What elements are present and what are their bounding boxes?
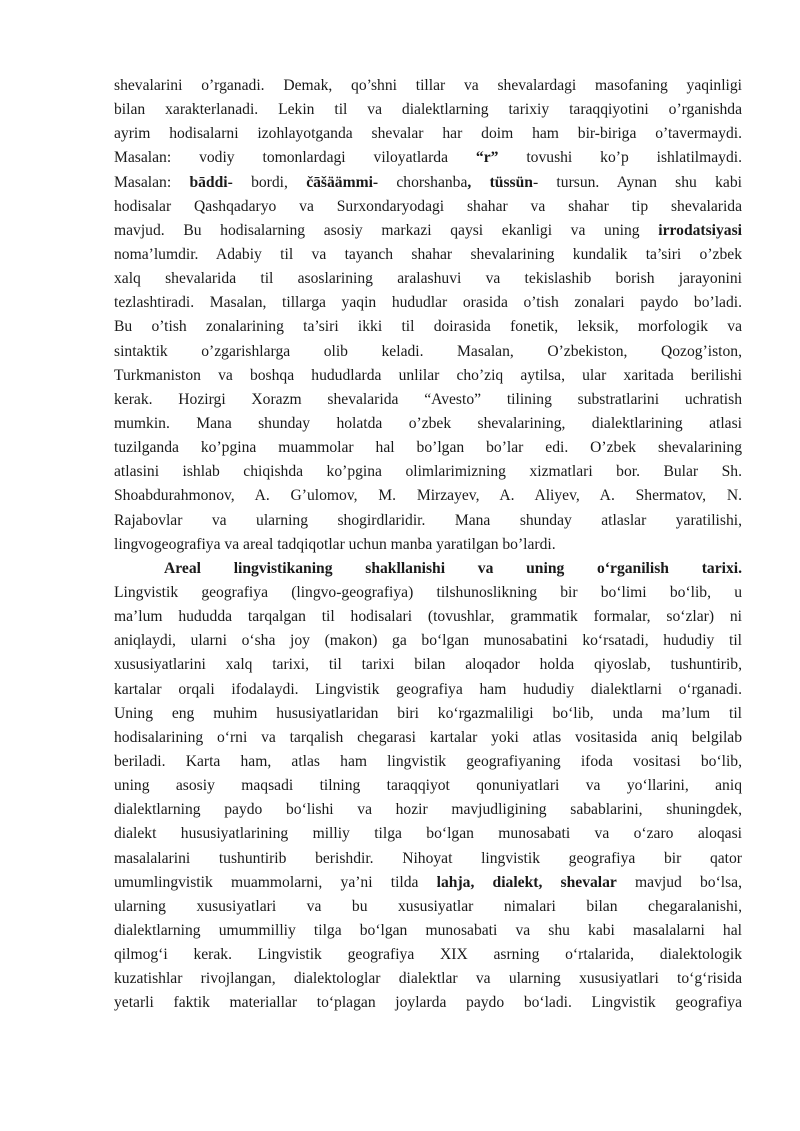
text-line bbox=[114, 605, 742, 629]
text-segment: noma’lumdir. Adabiy til va tayanch shahar shevalarining kundalik ta’siri o’zbek bbox=[114, 245, 742, 263]
text-line bbox=[114, 219, 742, 243]
text-line bbox=[114, 798, 742, 822]
text-segment: mumkin. Mana shunday holatda o’zbek shevalarining, dialektlarining atlasi bbox=[114, 414, 742, 432]
text-line bbox=[114, 364, 742, 388]
text-line bbox=[114, 243, 742, 267]
text-segment: mavjud. Bu hodisalarning asosiy markazi qaysi ekanligi va uning bbox=[114, 221, 659, 239]
text-line bbox=[114, 509, 742, 533]
bold-text: “r” bbox=[475, 149, 499, 167]
text-segment: ularning xususiyatlari va bu xususiyatlar nimalari bilan chegaralanishi, bbox=[114, 897, 742, 915]
text-line bbox=[114, 822, 742, 846]
text-line bbox=[114, 871, 742, 895]
text-segment: Rajabovlar va ularning shogirdlaridir. Mana shunday atlaslar yaratilishi, bbox=[114, 511, 742, 529]
text-segment: aniqlaydi, ularni o‘sha joy (makon) ga bo‘lgan munosabatini ko‘rsatadi, hududiy til bbox=[114, 632, 742, 650]
text-segment: bilan xarakterlanadi. Lekin til va dialektlarning tarixiy taraqqiyotini o’rganishda bbox=[114, 101, 742, 119]
text-segment: tezlashtiradi. Masalan, tillarga yaqin hududlar orasida o’tish zonalari paydo bo’ladi. bbox=[114, 294, 742, 312]
text-line bbox=[114, 340, 742, 364]
text-segment: ma’lum hududda tarqalgan til hodisalari (tovushlar, grammatik formalar, so‘zlar) ni bbox=[114, 608, 742, 626]
text-line bbox=[114, 847, 742, 871]
text-segment: Turkmaniston va boshqa hududlarda unlilar cho’ziq aytilsa, ular xaritada berilishi bbox=[114, 366, 742, 384]
text-segment: hodisalarining o‘rni va tarqalish chegarasi kartalar yoki atlas vositasida aniq belgilab bbox=[114, 728, 742, 746]
text-segment: sintaktik o’zgarishlarga olib keladi. Masalan, O’zbekiston, Qozog’iston, bbox=[114, 342, 742, 360]
bold-text: irrodatsiyasi bbox=[658, 221, 742, 239]
text-segment: - tursun. Aynan shu kabi bbox=[532, 173, 742, 191]
bold-text: lahja, dialekt, shevalar bbox=[436, 873, 617, 891]
bold-text: Areal lingvistikaning shakllanishi va uning o‘rganilish tarixi. bbox=[164, 559, 742, 577]
text-segment: chorshanba bbox=[378, 173, 468, 191]
text-segment: dialektlarning umummilliy tilga bo‘lgan munosabati va shu kabi masalalarni hal bbox=[114, 921, 742, 939]
text-segment: qilmog‘i kerak. Lingvistik geografiya XIX asrning o‘rtalarida, dialektologik bbox=[114, 946, 742, 964]
text-segment: mavjud bo‘lsa, bbox=[616, 873, 742, 891]
text-segment: ayrim hodisalarni izohlayotganda shevalar har doim ham bir-biriga o’tavermaydi. bbox=[114, 125, 742, 143]
text-line bbox=[114, 581, 742, 605]
text-line bbox=[114, 726, 742, 750]
text-line bbox=[114, 436, 742, 460]
text-segment: masalalarini tushuntirib berishdir. Nihoyat lingvistik geografiya bir qator bbox=[114, 849, 742, 867]
text-segment: umumlingvistik muammolarni, ya’ni tilda bbox=[114, 873, 437, 891]
text-segment: tovushi ko’p ishlatilmaydi. bbox=[498, 149, 742, 167]
text-segment: atlasini ishlab chiqishda ko’pgina olimlarimizning xizmatlari bor. Bular Sh. bbox=[114, 463, 742, 481]
text-segment: shevalarini o’rganadi. Demak, qo’shni tillar va shevalardagi masofaning yaqinligi bbox=[114, 77, 742, 94]
text-line bbox=[114, 678, 742, 702]
text-line bbox=[114, 967, 742, 991]
text-line bbox=[114, 895, 742, 919]
text-line bbox=[114, 74, 742, 98]
section-heading bbox=[114, 557, 742, 581]
text-segment: yetarli faktik materiallar to‘plagan joylarda paydo bo‘ladi. Lingvistik geografiya bbox=[114, 994, 742, 1012]
text-line bbox=[114, 412, 742, 436]
text-segment: Shoabdurahmonov, A. G’ulomov, M. Mirzayev, A. Aliyev, A. Shermatov, N. bbox=[114, 487, 742, 505]
text-segment: beriladi. Karta ham, atlas ham lingvistik geografiyaning ifoda vositasi bo‘lib, bbox=[114, 752, 742, 770]
text-segment: Masalan: bbox=[114, 173, 190, 191]
text-line bbox=[114, 460, 742, 484]
text-line bbox=[114, 388, 742, 412]
text-line bbox=[114, 702, 742, 726]
text-segment: bordi, bbox=[232, 173, 307, 191]
text-line bbox=[114, 919, 742, 943]
text-line bbox=[114, 98, 742, 122]
text-line bbox=[114, 991, 742, 1015]
text-segment: kuzatishlar rivojlangan, dialektologlar dialektlar va ularning xususiyatlari to‘g‘risida bbox=[114, 970, 742, 988]
text-segment: Uning eng muhim hususiyatlaridan biri ko‘rgazmaliligi bo‘lib, unda ma’lum til bbox=[114, 704, 742, 722]
bold-text: čāšäämmi- bbox=[306, 173, 379, 191]
text-line bbox=[114, 291, 742, 315]
text-line bbox=[114, 653, 742, 677]
text-segment: xalq shevalarida til asoslarining aralashuvi va tekislashib borish jarayonini bbox=[114, 270, 742, 288]
text-line bbox=[114, 146, 742, 170]
text-line bbox=[114, 629, 742, 653]
text-line bbox=[114, 943, 742, 967]
text-segment: Masalan: vodiy tomonlardagi viloyatlarda bbox=[114, 149, 476, 167]
text-segment: lingvogeografiya va areal tadqiqotlar uchun manba yaratilgan bo’lardi. bbox=[114, 535, 556, 553]
text-line bbox=[114, 122, 742, 146]
text-segment: uning asosiy maqsadi tilning taraqqiyot qonuniyatlari va yo‘llarini, aniq bbox=[114, 777, 742, 795]
text-segment: kerak. Hozirgi Xorazm shevalarida “Avesto” tilining substratlarini uchratish bbox=[114, 390, 742, 408]
text-segment: tuzilganda ko’pgina muammolar hal bo’lgan bo’lar edi. O’zbek shevalarining bbox=[114, 439, 742, 457]
text-segment: dialektlarning paydo bo‘lishi va hozir mavjudligining sabablarini, shuningdek, bbox=[114, 801, 742, 819]
text-line bbox=[114, 195, 742, 219]
text-segment: Lingvistik geografiya (lingvo-geografiya) tilshunoslikning bir bo‘limi bo‘lib, u bbox=[114, 583, 742, 601]
text-line bbox=[114, 750, 742, 774]
text-segment: dialekt hususiyatlarining milliy tilga bo‘lgan munosabati va o‘zaro aloqasi bbox=[114, 825, 742, 843]
text-segment: xususiyatlarini xalq tarixi, til tarixi bilan aloqador holda qiyoslab, tushuntirib, bbox=[114, 656, 742, 674]
document-page bbox=[114, 74, 742, 1015]
bold-text: , tüssün bbox=[467, 173, 533, 191]
text-line bbox=[114, 315, 742, 339]
text-line bbox=[114, 774, 742, 798]
text-line bbox=[114, 267, 742, 291]
text-line bbox=[114, 171, 742, 195]
text-segment: hodisalar Qashqadaryo va Surxondaryodagi shahar va shahar tip shevalarida bbox=[114, 197, 742, 215]
text-line bbox=[114, 533, 742, 557]
text-segment: kartalar orqali ifodalaydi. Lingvistik geografiya ham hududiy dialektlarni o‘rganadi. bbox=[114, 680, 742, 698]
text-line bbox=[114, 484, 742, 508]
bold-text: bāddi- bbox=[189, 173, 233, 191]
text-segment: Bu o’tish zonalarining ta’siri ikki til doirasida fonetik, leksik, morfologik va bbox=[114, 318, 742, 336]
